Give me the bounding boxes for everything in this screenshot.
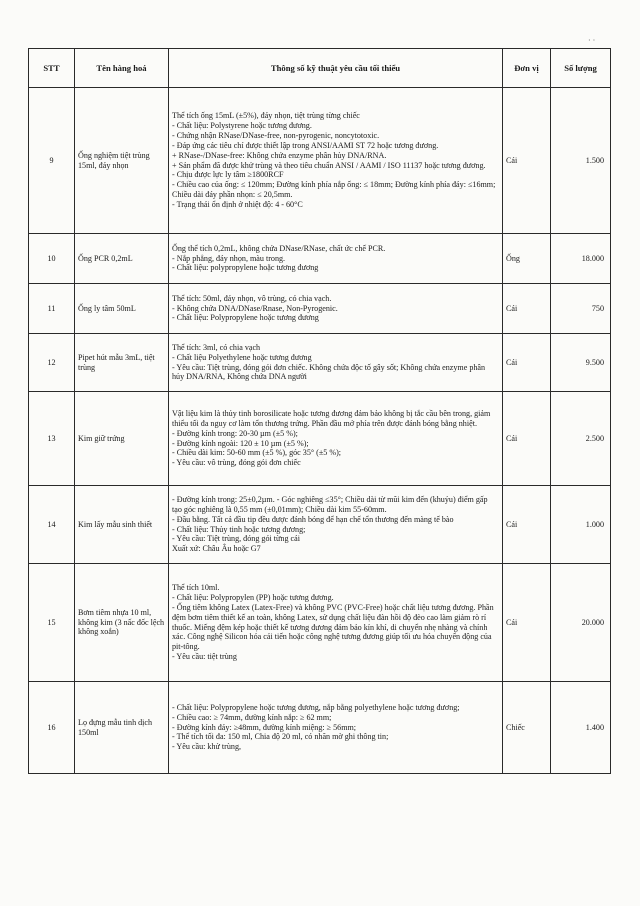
- spec-line: - Yêu cầu: Tiệt trùng, đóng gói đơn chiếc. Không chứa độc tố gây sốt; Không chứa enzyme phân hủy DNA/RNA, Không chứa DNA người: [172, 362, 486, 382]
- spec-line: - Thể tích tối đa: 150 ml, Chia độ 20 ml, có nhãn mờ ghi thông tin;: [172, 732, 389, 742]
- spec-line: - Chiều cao của ống: ≤ 120mm; Đường kính phía nắp ống: ≤ 18mm; Đường kính phía đáy: ≤16mm; Chiều dài đáy phần nhọn: ≤ 20,5mm.: [172, 180, 496, 200]
- row-quantity: 1.400: [551, 682, 611, 774]
- spec-line: Xuất xứ: Châu Âu hoặc G7: [172, 544, 261, 554]
- spec-line: Thể tích 10ml.: [172, 583, 220, 593]
- row-stt: 12: [29, 334, 75, 392]
- row-stt: 16: [29, 682, 75, 774]
- spec-line: - Chịu được lực ly tâm ≥1800RCF: [172, 170, 284, 180]
- spec-line: - Yêu cầu: tiệt trùng: [172, 652, 237, 662]
- row-item-name: Lọ đựng mẫu tinh dịch 150ml: [75, 682, 169, 774]
- spec-line: - Yêu cầu: Tiệt trùng, đóng gói từng cái: [172, 534, 300, 544]
- spec-line: - Chất liệu Polyethylene hoặc tương đương: [172, 352, 312, 362]
- spec-line: - Đường kính trong: 25±0,2µm. - Góc nghiêng ≤35°; Chiều dài từ mũi kim đến (khuỷu) điểm gấp tạo góc nghiêng là 0,55 mm (±0,01mm); Chiều dài kim 55-60mm.: [172, 494, 488, 514]
- row-item-name: Kim giữ trứng: [75, 392, 169, 486]
- row-item-name: Ống ly tâm 50mL: [75, 284, 169, 334]
- row-stt: 14: [29, 486, 75, 564]
- header-name: Tên hàng hoá: [75, 49, 169, 88]
- spec-line: + Sản phẩm đã được khử trùng và theo tiêu chuẩn ANSI / AAMI / ISO 11137 hoặc tương đương.: [172, 160, 486, 170]
- row-item-name: Ống PCR 0,2mL: [75, 234, 169, 284]
- row-quantity: 2.500: [551, 392, 611, 486]
- spec-line: - Đầu bằng. Tất cả đầu tip đều được đánh bóng để hạn chế tổn thương đến màng tế bào: [172, 514, 454, 524]
- spec-line: + RNase-/DNase-free: Không chứa enzyme phân hủy DNA/RNA.: [172, 150, 387, 160]
- header-stt: STT: [29, 49, 75, 88]
- header-qty: Số lượng: [551, 49, 611, 88]
- row-item-name: Bơm tiêm nhựa 10 ml, không kim (3 nấc đốc lệch không xoắn): [75, 564, 169, 682]
- row-unit: Cái: [503, 334, 551, 392]
- spec-line: - Yêu cầu: khử trùng,: [172, 742, 242, 752]
- row-unit: Chiếc: [503, 682, 551, 774]
- spec-line: - Nắp phẳng, đáy nhọn, màu trong.: [172, 253, 286, 263]
- header-spec: Thông số kỹ thuật yêu cầu tối thiểu: [169, 49, 503, 88]
- spec-line: - Không chứa DNA/DNase/Rnase, Non-Pyrogenic.: [172, 303, 338, 313]
- header-unit: Đơn vị: [503, 49, 551, 88]
- table-row: [29, 334, 611, 392]
- spec-line: - Trạng thái ổn định ở nhiệt độ: 4 - 60°C: [172, 199, 303, 209]
- row-spec: [169, 392, 503, 486]
- row-quantity: 20.000: [551, 564, 611, 682]
- spec-line: - Chất liệu: Polypropylen (PP) hoặc tương đương.: [172, 592, 334, 602]
- row-spec: [169, 564, 503, 682]
- spec-line: - Chất liệu: Polypropylene hoặc tương đương, nắp bằng polyethylene hoặc tương đương;: [172, 702, 460, 712]
- table-row: [29, 284, 611, 334]
- spec-line: - Chứng nhận RNase/DNase-free, non-pyrogenic, noncytotoxic.: [172, 130, 380, 140]
- spec-line: - Đường kính ngoài: 120 ± 10 µm (±5 %);: [172, 438, 309, 448]
- row-stt: 9: [29, 88, 75, 234]
- row-item-name: Ống nghiệm tiệt trùng 15ml, đáy nhọn: [75, 88, 169, 234]
- table-row: [29, 392, 611, 486]
- table-row: [29, 682, 611, 774]
- spec-line: - Yêu cầu: vô trùng, đóng gói đơn chiếc: [172, 458, 301, 468]
- row-stt: 10: [29, 234, 75, 284]
- row-stt: 15: [29, 564, 75, 682]
- table-row: [29, 234, 611, 284]
- table-row: [29, 564, 611, 682]
- spec-line: - Chiều cao: ≥ 74mm, đường kính nắp: ≥ 62 mm;: [172, 712, 332, 722]
- spec-line: Thể tích: 50ml, đáy nhọn, vô trùng, có chia vạch.: [172, 293, 332, 303]
- table-row: [29, 486, 611, 564]
- row-unit: Cái: [503, 88, 551, 234]
- row-stt: 11: [29, 284, 75, 334]
- spec-line: Vật liệu kim là thủy tinh borosilicate hoặc tương đương đảm bảo không bị tắc cầu bên trong, giảm thiểu tối đa nguy cơ làm tổn thương trứng. Phần đầu mở phía trên được đánh bóng bằng nhiệt.: [172, 408, 491, 428]
- table-row: [29, 88, 611, 234]
- row-unit: Cái: [503, 564, 551, 682]
- spec-line: - Đường kính đáy: ≥48mm, đường kính miệng: ≥ 56mm;: [172, 722, 357, 732]
- spec-line: - Chiều dài kim: 50-60 mm (±5 %), góc 35° (±5 %);: [172, 448, 342, 458]
- spec-line: - Đáp ứng các tiêu chí được thiết lập trong ANSI/AAMI ST 72 hoặc tương đương.: [172, 140, 439, 150]
- row-unit: Cái: [503, 392, 551, 486]
- row-item-name: Pipet hút mẫu 3mL, tiệt trùng: [75, 334, 169, 392]
- spec-line: - Chất liệu: Polystyrene hoặc tương đương.: [172, 121, 312, 131]
- spec-line: Thể tích: 3ml, có chia vạch: [172, 342, 261, 352]
- spec-line: Thể tích ống 15mL (±5%), đáy nhọn, tiệt trùng từng chiếc: [172, 111, 360, 121]
- spec-line: - Đường kính trong: 20-30 µm (±5 %);: [172, 428, 298, 438]
- row-item-name: Kim lấy mẫu sinh thiết: [75, 486, 169, 564]
- row-unit: Cái: [503, 486, 551, 564]
- spec-line: Ống thể tích 0,2mL, không chứa DNase/RNase, chất ức chế PCR.: [172, 243, 386, 253]
- row-quantity: 1.000: [551, 486, 611, 564]
- row-spec: [169, 234, 503, 284]
- row-spec: [169, 334, 503, 392]
- row-spec: [169, 682, 503, 774]
- row-spec: [169, 88, 503, 234]
- corner-mark: · ·: [588, 36, 596, 45]
- spec-line: - Chất liệu: polypropylene hoặc tương đương: [172, 263, 319, 273]
- header-row: [29, 49, 611, 88]
- row-quantity: 18.000: [551, 234, 611, 284]
- row-quantity: 9.500: [551, 334, 611, 392]
- spec-line: - Chất liệu: Polypropylene hoặc tương đương: [172, 313, 319, 323]
- spec-line: - Ống tiêm không Latex (Latex-Free) và không PVC (PVC-Free) hoặc chất liệu tương đương. Phần đệm bơm tiêm thiết kế an toàn, không Latex, sử dụng chất liệu đàn hồi độ đèo cao làm giảm rò rỉ thuốc. Miếng đệm kép hoặc thiết kế tương đương đảm bảo kín khí, di chuyển nhẹ nhàng và chính xác. Công nghệ Silicon hóa cải tiến hoặc công nghệ tương đương giúp tối ưu hóa chuyển động của pit-tông.: [172, 602, 494, 652]
- row-unit: Cái: [503, 284, 551, 334]
- row-quantity: 750: [551, 284, 611, 334]
- specification-table: [28, 48, 611, 774]
- row-unit: Ống: [503, 234, 551, 284]
- row-spec: [169, 486, 503, 564]
- row-quantity: 1.500: [551, 88, 611, 234]
- row-stt: 13: [29, 392, 75, 486]
- spec-line: - Chất liệu: Thủy tinh hoặc tương đương;: [172, 524, 306, 534]
- row-spec: [169, 284, 503, 334]
